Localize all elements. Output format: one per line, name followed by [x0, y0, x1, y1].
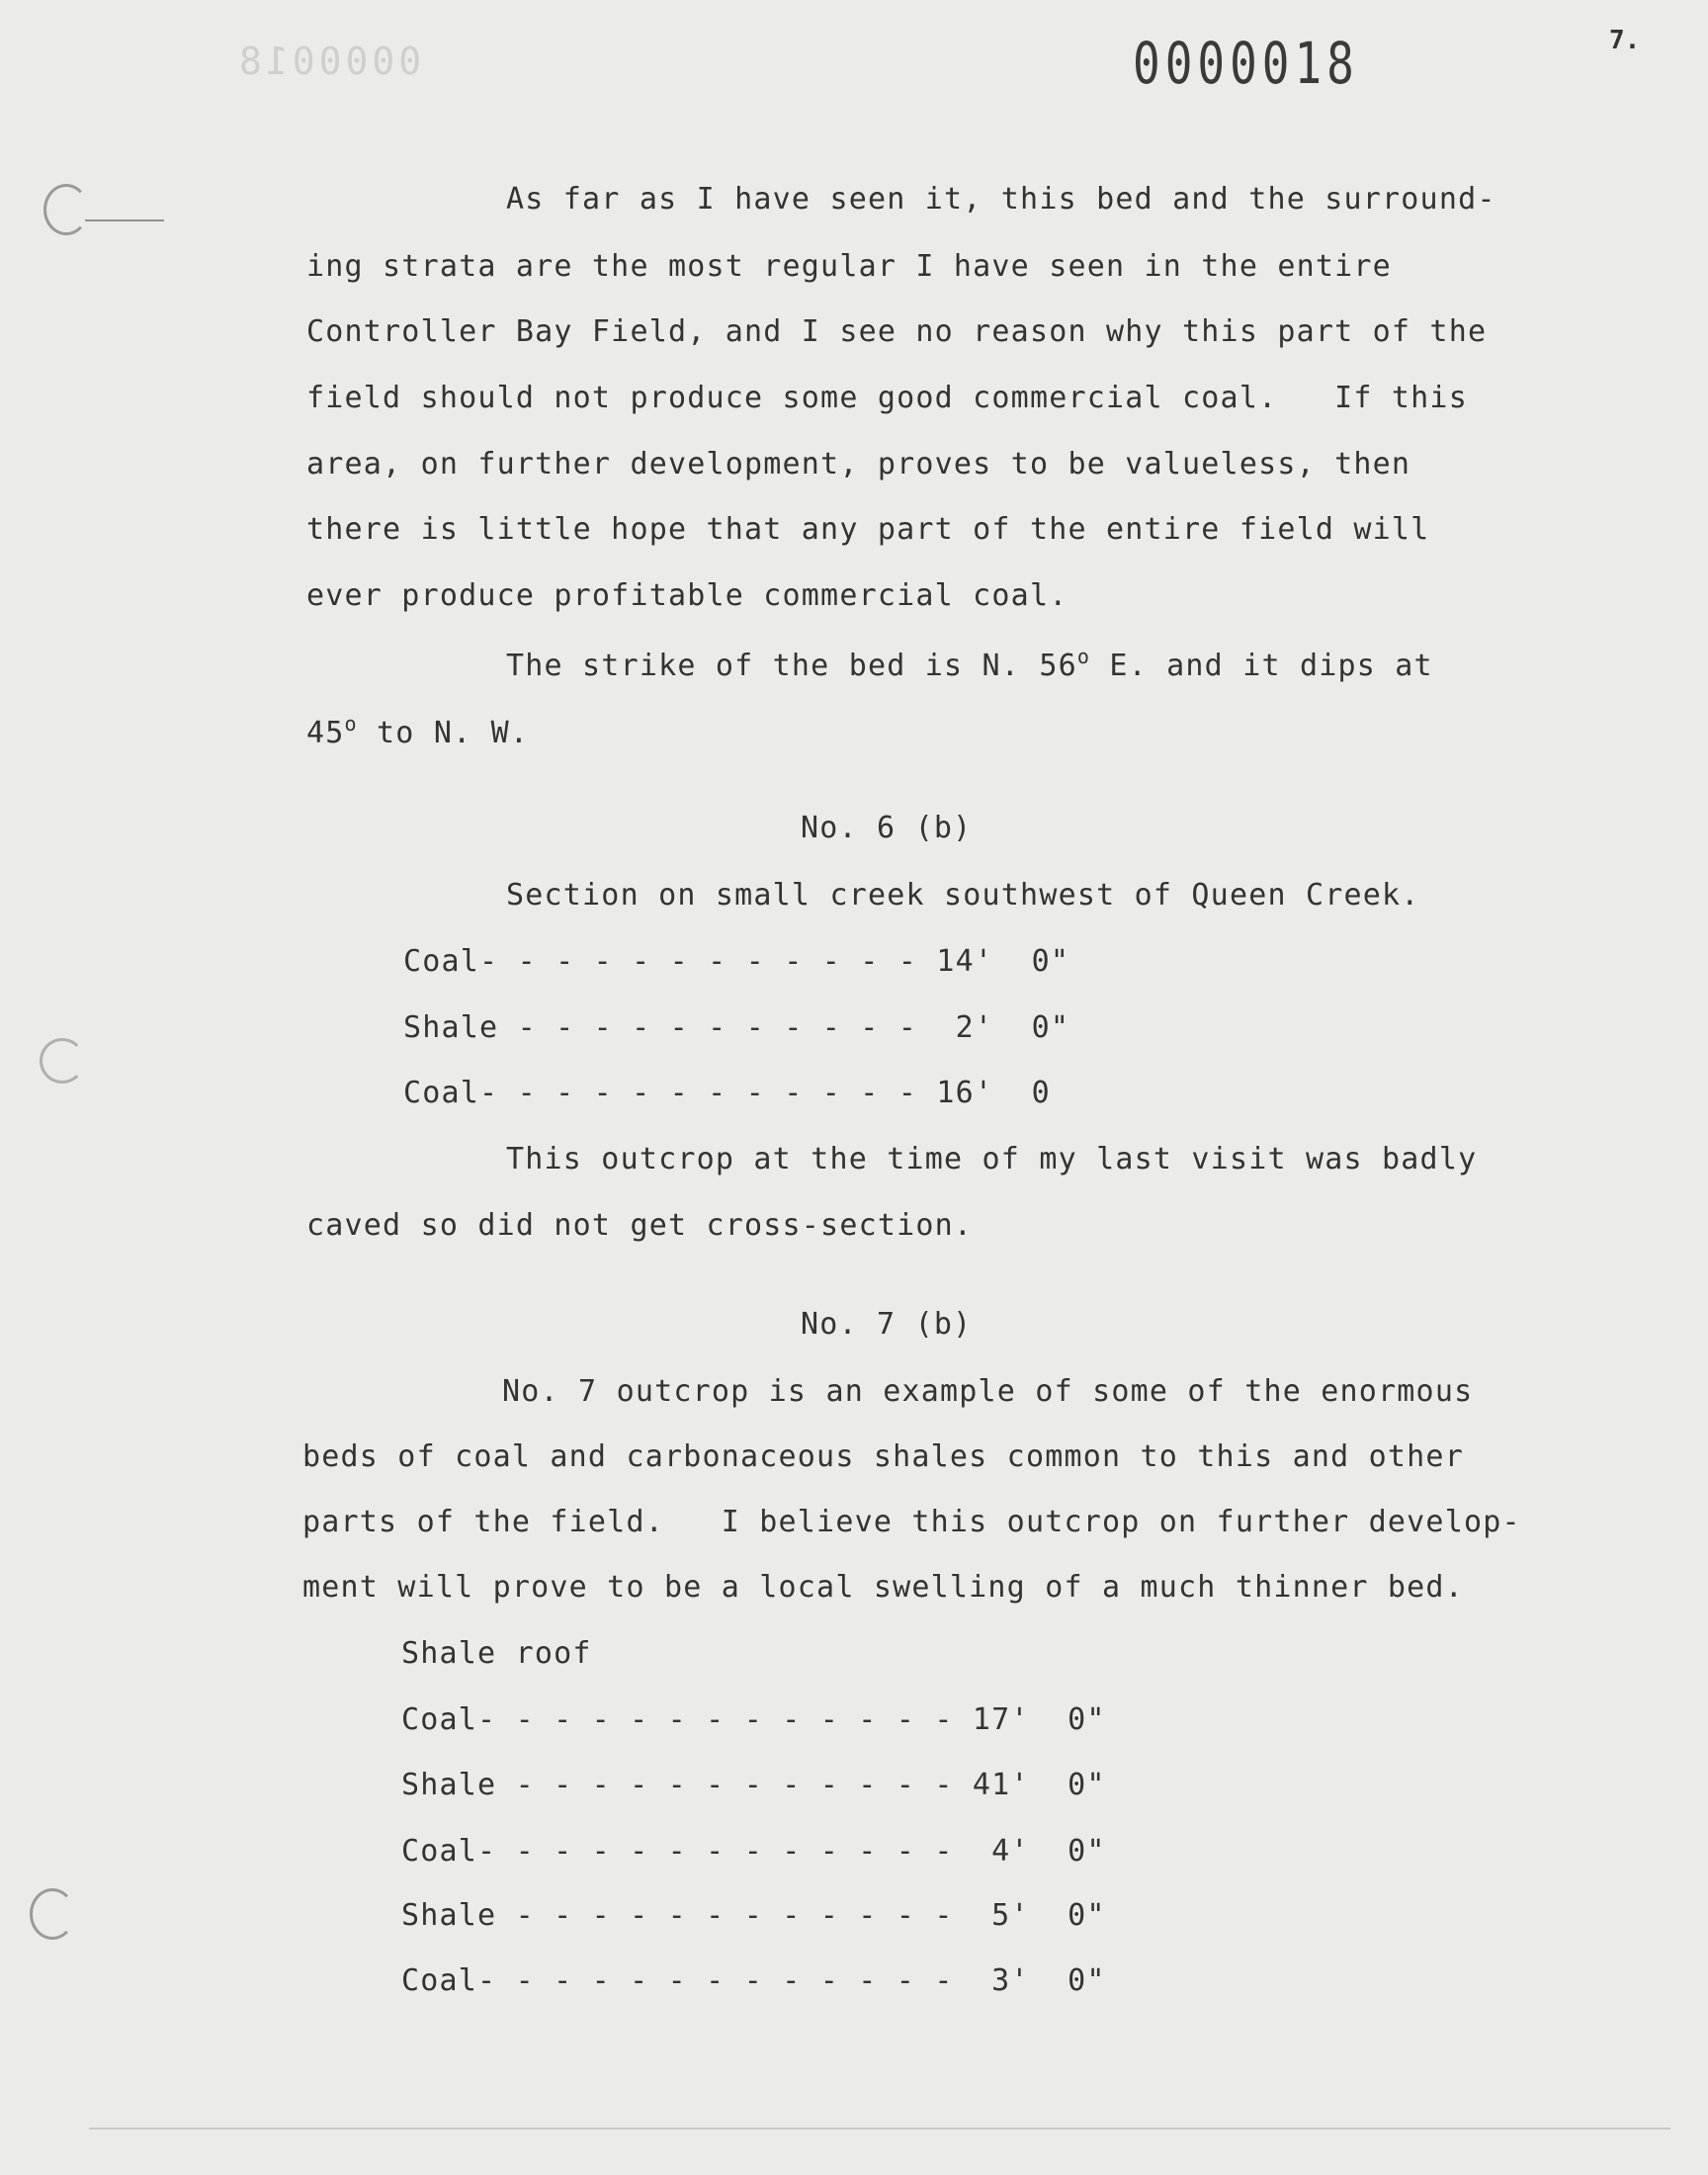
section6-heading: No. 6 (b)	[801, 811, 973, 845]
section7-roof: Shale roof	[401, 1636, 592, 1671]
para1-line-6: there is little hope that any part of the entire field will	[306, 512, 1430, 547]
degree-symbol: o	[1076, 645, 1091, 668]
dip-line	[306, 712, 529, 750]
section6-note-line-2: caved so did not get cross-section.	[306, 1208, 974, 1243]
section6-row: Shale - - - - - - - - - - - 2' 0"	[403, 1010, 1070, 1045]
section7-heading: No. 7 (b)	[801, 1307, 973, 1342]
section6-note-line-1: This outcrop at the time of my last visit was badly	[506, 1142, 1478, 1176]
strike-line	[506, 645, 1433, 683]
page-bottom-edge	[89, 2128, 1670, 2130]
section7-para-line-4: ment will prove to be a local swelling of a much thinner bed.	[302, 1570, 1464, 1605]
section7-row: Shale - - - - - - - - - - - - 5' 0"	[401, 1898, 1106, 1933]
section6-row: Coal- - - - - - - - - - - - 14' 0"	[403, 944, 1070, 979]
section7-row: Coal- - - - - - - - - - - - - 4' 0"	[401, 1834, 1106, 1869]
para1-line-7: ever produce profitable commercial coal.	[306, 578, 1068, 613]
strike-text-end: E. and it dips at	[1090, 649, 1433, 683]
page-number: 7.	[1609, 26, 1641, 55]
dip-text: 45	[306, 716, 345, 750]
document-number-stamp: 0000018	[1133, 30, 1359, 97]
para1-line-4: field should not produce some good commercial coal. If this	[306, 381, 1468, 415]
para1-line-1: As far as I have seen it, this bed and the surround-	[506, 182, 1496, 217]
degree-symbol: o	[344, 712, 358, 736]
para1-line-2: ing strata are the most regular I have seen in the entire	[306, 249, 1392, 284]
para1-line-5: area, on further development, proves to be valueless, then	[306, 447, 1411, 481]
section7-row: Shale - - - - - - - - - - - - 41' 0"	[401, 1768, 1106, 1802]
punch-hole-middle	[40, 1038, 85, 1084]
section7-row: Coal- - - - - - - - - - - - - 3' 0"	[401, 1963, 1106, 1998]
strike-text: The strike of the bed is N. 56	[506, 649, 1077, 683]
margin-mark	[85, 219, 164, 221]
para1-line-3: Controller Bay Field, and I see no reason why this part of the	[306, 314, 1488, 349]
punch-hole-top	[43, 184, 89, 235]
section7-row: Coal- - - - - - - - - - - - - 17' 0"	[401, 1702, 1106, 1737]
section7-para-line-2: beds of coal and carbonaceous shales common to this and other	[302, 1439, 1464, 1474]
section6-row: Coal- - - - - - - - - - - - 16' 0	[403, 1076, 1051, 1110]
ghost-stamp: 0000018	[235, 40, 422, 83]
section6-intro: Section on small creek southwest of Queen Creek.	[506, 878, 1420, 913]
section7-para-line-1: No. 7 outcrop is an example of some of the enormous	[502, 1374, 1474, 1409]
section7-para-line-3: parts of the field. I believe this outcrop on further develop-	[302, 1505, 1521, 1539]
punch-hole-bottom	[30, 1888, 75, 1940]
dip-text-end: to N. W.	[357, 716, 530, 750]
